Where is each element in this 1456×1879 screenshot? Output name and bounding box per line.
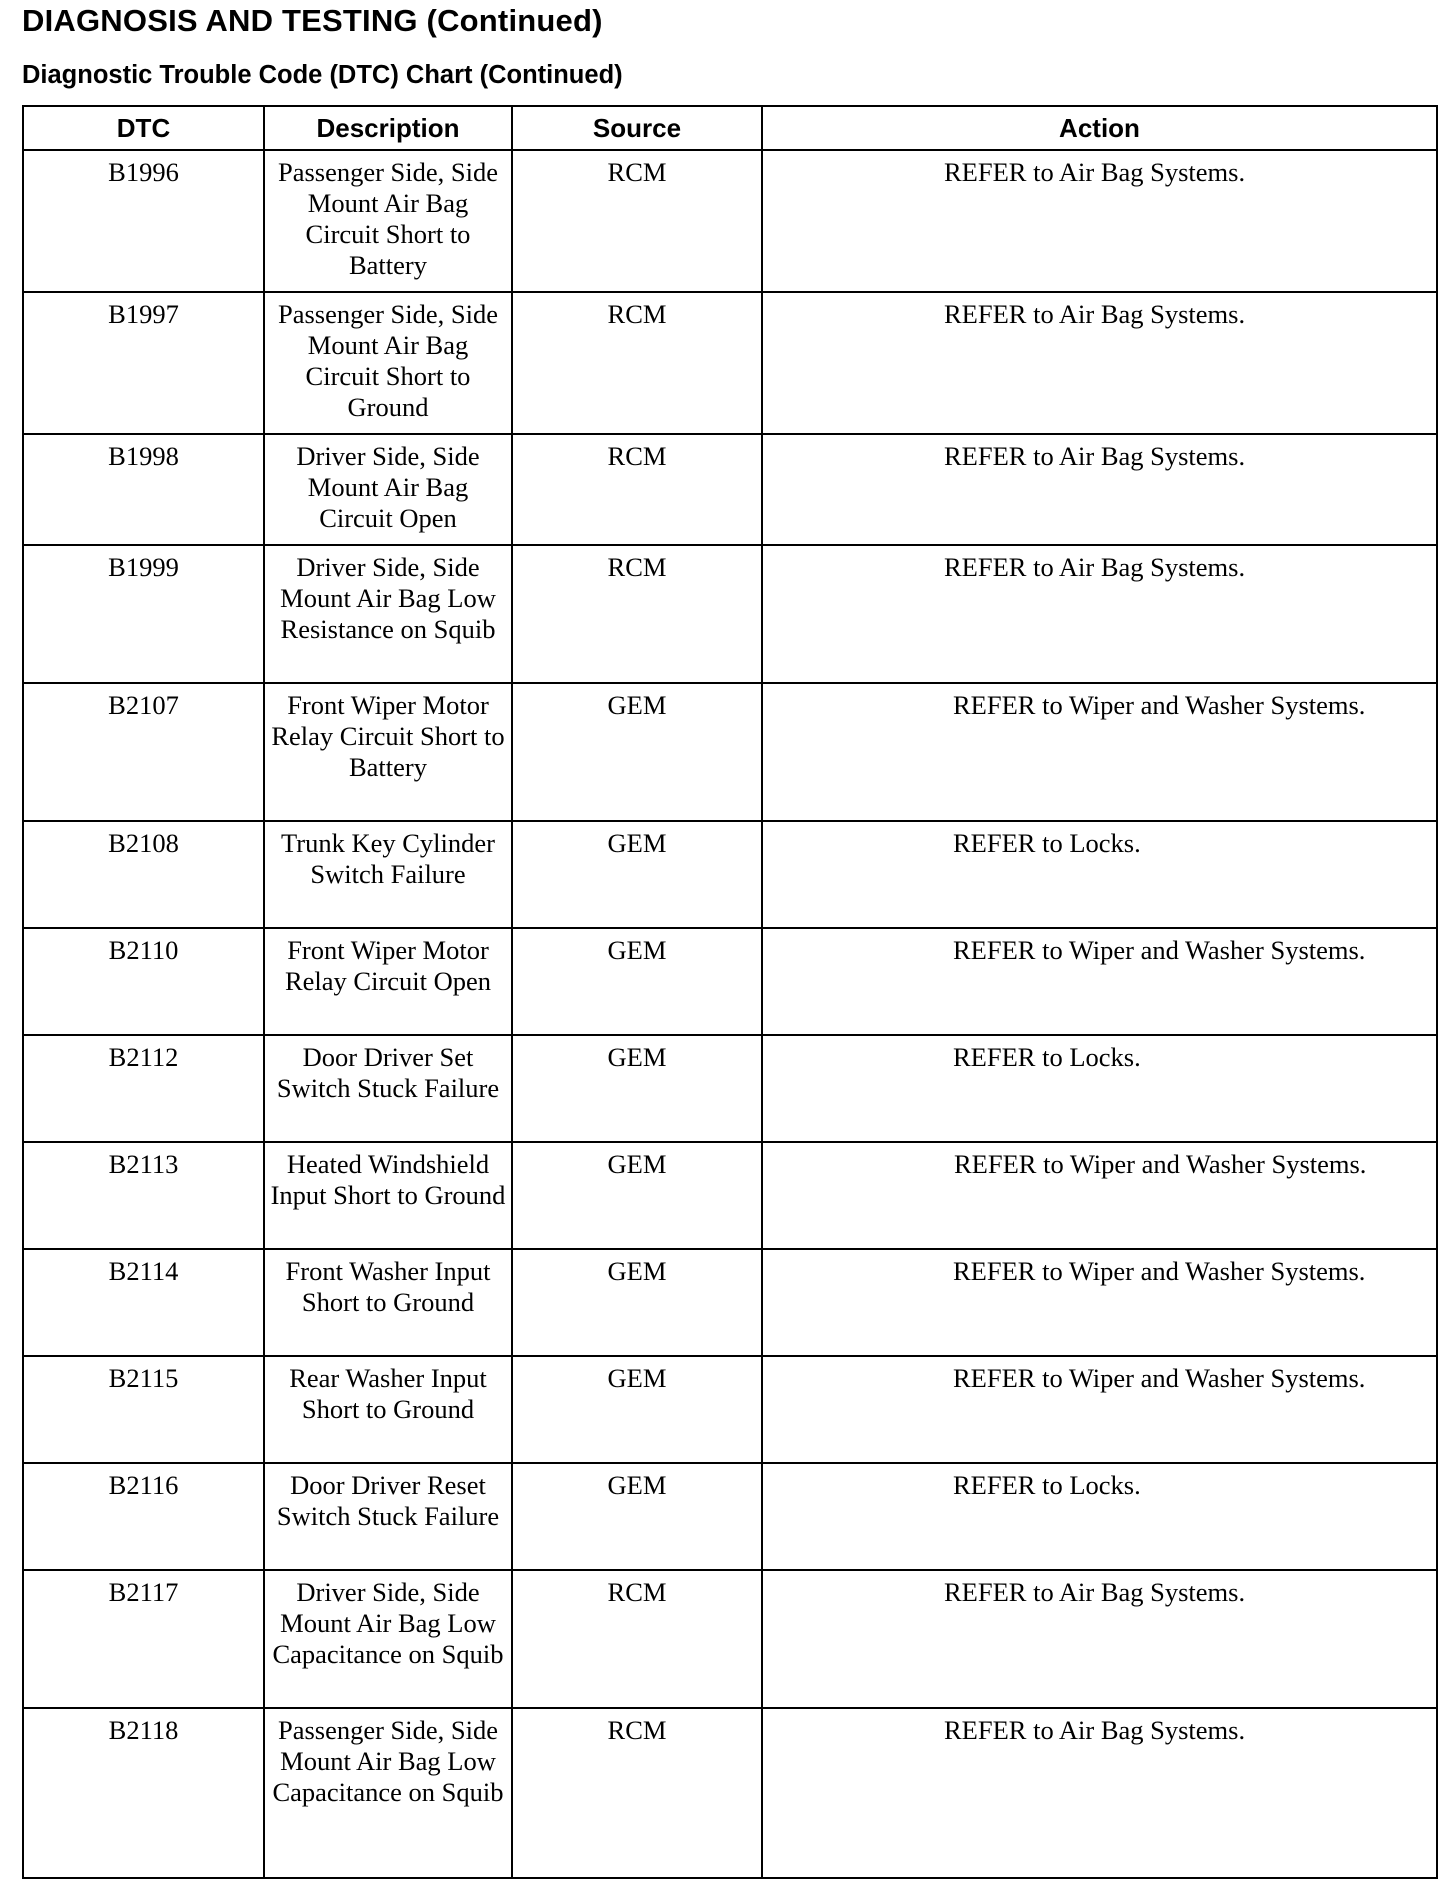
dtc-source: GEM — [512, 1035, 762, 1142]
dtc-action — [762, 1142, 1437, 1249]
table-row — [23, 434, 1437, 545]
table-row — [23, 1249, 1437, 1356]
dtc-action-text: REFER to Wiper and Washer Systems. — [953, 1363, 1366, 1393]
dtc-source: RCM — [512, 292, 762, 434]
dtc-description: Passenger Side, Side Mount Air Bag Low Capacitance on Squib — [264, 1708, 512, 1878]
dtc-code: B2108 — [23, 821, 264, 928]
dtc-action-text: REFER to Wiper and Washer Systems. — [954, 1149, 1367, 1179]
dtc-code: B1997 — [23, 292, 264, 434]
dtc-action-text: REFER to Air Bag Systems. — [944, 1715, 1246, 1745]
dtc-action-text: REFER to Locks. — [953, 1042, 1141, 1072]
dtc-action — [762, 928, 1437, 1035]
dtc-action-text: REFER to Air Bag Systems. — [944, 441, 1246, 471]
column-header-dtc: DTC — [23, 106, 264, 150]
dtc-action — [762, 150, 1437, 292]
dtc-source: GEM — [512, 1249, 762, 1356]
dtc-action — [762, 683, 1437, 821]
dtc-description: Front Wiper Motor Relay Circuit Open — [264, 928, 512, 1035]
dtc-description: Driver Side, Side Mount Air Bag Low Capacitance on Squib — [264, 1570, 512, 1708]
chart-subtitle: Diagnostic Trouble Code (DTC) Chart (Continued) — [22, 61, 623, 89]
dtc-description: Driver Side, Side Mount Air Bag Circuit Open — [264, 434, 512, 545]
dtc-description: Front Wiper Motor Relay Circuit Short to Battery — [264, 683, 512, 821]
dtc-code: B2114 — [23, 1249, 264, 1356]
table-row — [23, 928, 1437, 1035]
dtc-action-text: REFER to Air Bag Systems. — [944, 552, 1246, 582]
dtc-action — [762, 1035, 1437, 1142]
column-header-description: Description — [264, 106, 512, 150]
dtc-code: B1998 — [23, 434, 264, 545]
dtc-code: B2113 — [23, 1142, 264, 1249]
table-row — [23, 1035, 1437, 1142]
dtc-action — [762, 434, 1437, 545]
dtc-action-text: REFER to Wiper and Washer Systems. — [953, 690, 1366, 720]
dtc-code: B1996 — [23, 150, 264, 292]
dtc-code: B2117 — [23, 1570, 264, 1708]
dtc-action-text: REFER to Locks. — [953, 828, 1141, 858]
dtc-source: RCM — [512, 545, 762, 683]
dtc-action-text: REFER to Air Bag Systems. — [944, 299, 1246, 329]
dtc-source: RCM — [512, 434, 762, 545]
column-header-action: Action — [762, 106, 1437, 150]
dtc-action — [762, 292, 1437, 434]
dtc-description: Door Driver Set Switch Stuck Failure — [264, 1035, 512, 1142]
page-title: DIAGNOSIS AND TESTING (Continued) — [22, 3, 603, 38]
dtc-action — [762, 1570, 1437, 1708]
dtc-code: B2116 — [23, 1463, 264, 1570]
table-row — [23, 1570, 1437, 1708]
dtc-source: GEM — [512, 683, 762, 821]
dtc-action-text: REFER to Air Bag Systems. — [944, 1577, 1246, 1607]
table-row — [23, 1142, 1437, 1249]
dtc-code: B1999 — [23, 545, 264, 683]
dtc-code: B2112 — [23, 1035, 264, 1142]
dtc-table — [22, 105, 1438, 1879]
dtc-description: Front Washer Input Short to Ground — [264, 1249, 512, 1356]
table-row — [23, 821, 1437, 928]
dtc-description: Rear Washer Input Short to Ground — [264, 1356, 512, 1463]
table-row — [23, 1708, 1437, 1878]
table-row — [23, 683, 1437, 821]
dtc-description: Door Driver Reset Switch Stuck Failure — [264, 1463, 512, 1570]
dtc-action — [762, 821, 1437, 928]
dtc-code: B2107 — [23, 683, 264, 821]
dtc-description: Heated Windshield Input Short to Ground — [264, 1142, 512, 1249]
dtc-action — [762, 1249, 1437, 1356]
dtc-code: B2110 — [23, 928, 264, 1035]
dtc-action — [762, 1708, 1437, 1878]
dtc-action — [762, 1463, 1437, 1570]
table-header-row — [23, 106, 1437, 150]
dtc-source: RCM — [512, 1708, 762, 1878]
dtc-source: RCM — [512, 1570, 762, 1708]
dtc-source: RCM — [512, 150, 762, 292]
dtc-description: Passenger Side, Side Mount Air Bag Circuit Short to Battery — [264, 150, 512, 292]
dtc-action-text: REFER to Wiper and Washer Systems. — [953, 935, 1366, 965]
dtc-action-text: REFER to Air Bag Systems. — [944, 157, 1246, 187]
column-header-source: Source — [512, 106, 762, 150]
table-row — [23, 292, 1437, 434]
dtc-code: B2118 — [23, 1708, 264, 1878]
dtc-source: GEM — [512, 821, 762, 928]
table-row — [23, 150, 1437, 292]
dtc-description: Trunk Key Cylinder Switch Failure — [264, 821, 512, 928]
document-page — [22, 0, 1436, 1807]
dtc-description: Driver Side, Side Mount Air Bag Low Resistance on Squib — [264, 545, 512, 683]
table-row — [23, 1463, 1437, 1570]
dtc-source: GEM — [512, 1356, 762, 1463]
dtc-source: GEM — [512, 1142, 762, 1249]
dtc-action — [762, 1356, 1437, 1463]
dtc-description: Passenger Side, Side Mount Air Bag Circuit Short to Ground — [264, 292, 512, 434]
dtc-action-text: REFER to Locks. — [953, 1470, 1141, 1500]
dtc-action-text: REFER to Wiper and Washer Systems. — [953, 1256, 1366, 1286]
dtc-source: GEM — [512, 928, 762, 1035]
table-row — [23, 1356, 1437, 1463]
dtc-action — [762, 545, 1437, 683]
dtc-code: B2115 — [23, 1356, 264, 1463]
dtc-source: GEM — [512, 1463, 762, 1570]
table-row — [23, 545, 1437, 683]
